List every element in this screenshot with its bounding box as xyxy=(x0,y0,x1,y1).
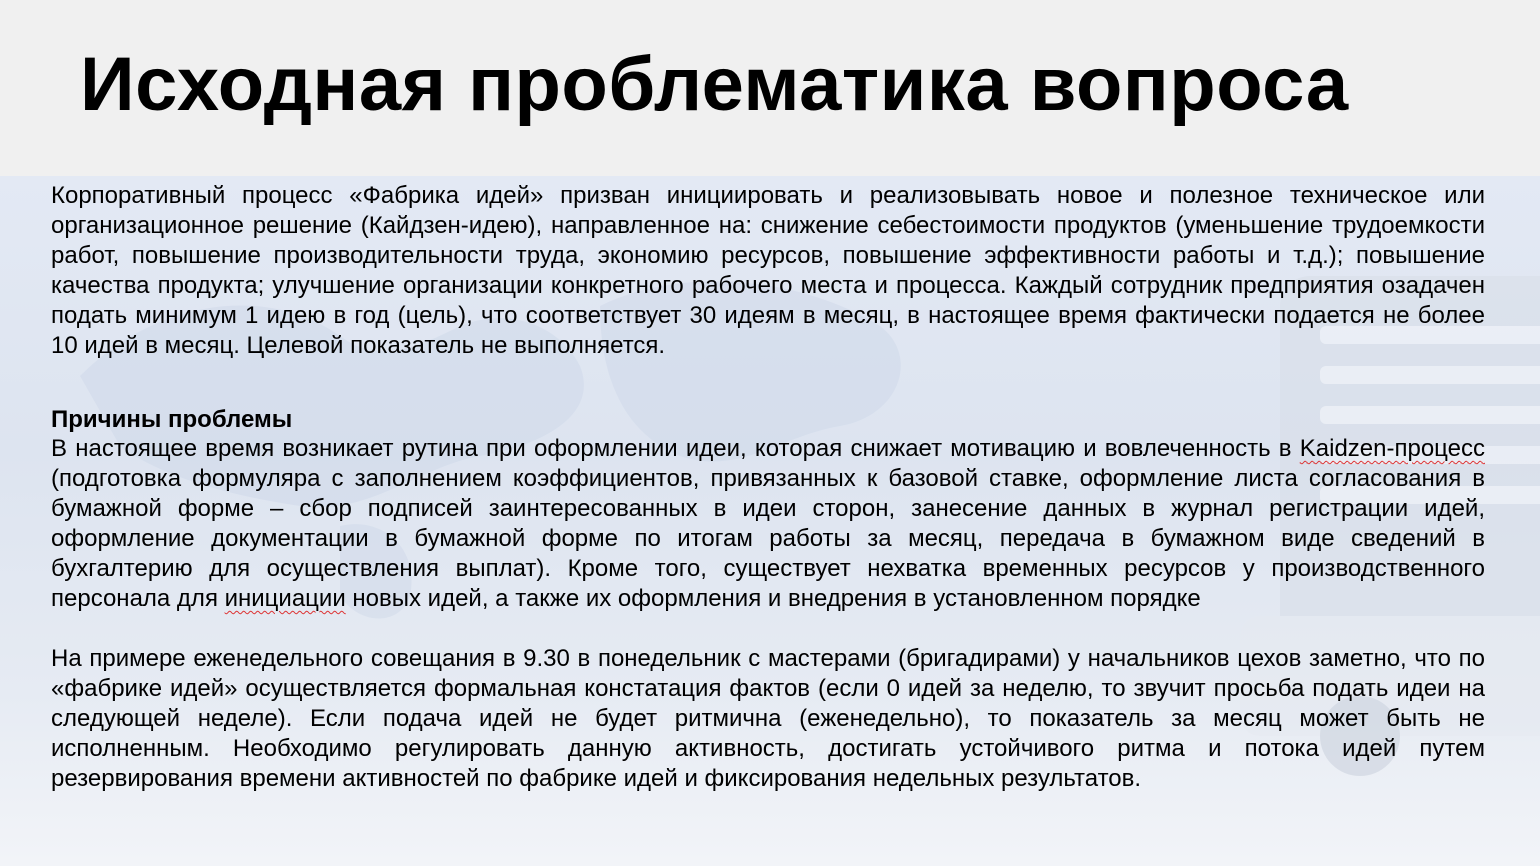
spacer xyxy=(51,614,1485,644)
causes-text-2: (подготовка формуляра с заполнением коэффициентов, привязанных к базовой ставке, оформление листа согласования в бумажной форме – сбор подписей заинтересованных в идеи сторон, занесение данных в журнал регистрации идей, оформление документации в бумажной форме по итогам работы за месяц, передача в бумажном виде сведений в бухгалтерию для осуществления выплат). Кроме того, существует нехватка временных ресурсов у производственного персонала для xyxy=(51,465,1485,612)
slide-title: Исходная проблематика вопроса xyxy=(80,42,1349,127)
causes-paragraph xyxy=(51,434,1485,614)
intro-paragraph: Корпоративный процесс «Фабрика идей» призван инициировать и реализовывать новое и полезное техническое или организационное решение (Кайдзен-идею), направленное на: снижение себестоимости продуктов (уменьшение трудоемкости работ, повышение производительности труда, экономию ресурсов, повышение эффективности работы и т.д.); повышение качества продукта; улучшение организации конкретного рабочего места и процесса. Каждый сотрудник предприятия озадачен подать минимум 1 идею в год (цель), что соответствует 30 идеям в месяц, в настоящее время фактически подается не более 10 идей в месяц. Целевой показатель не выполняется. xyxy=(51,182,1485,359)
kaidzen-term: Kaidzen-процесс xyxy=(1299,435,1485,462)
causes-text-3: новых идей, а также их оформления и внедрения в установленном порядке xyxy=(345,585,1201,612)
slide-body xyxy=(51,181,1485,794)
title-band xyxy=(0,0,1540,176)
causes-heading: Причины проблемы xyxy=(51,406,293,433)
causes-text-1: В настоящее время возникает рутина при оформлении идеи, которая снижает мотивацию и вовлеченность в xyxy=(51,435,1300,462)
initiation-term: инициации xyxy=(224,585,346,612)
meeting-paragraph: На примере еженедельного совещания в 9.30 в понедельник с мастерами (бригадирами) у начальников цехов заметно, что по «фабрике идей» осуществляется формальная констатация фактов (если 0 идей за неделю, то звучит просьба подать идеи на следующей неделе). Если подача идей не будет ритмична (еженедельно), то показатель за месяц может быть не исполненным. Необходимо регулировать данную активность, достигать устойчивого ритма и потока идей путем резервирования времени активностей по фабрике идей и фиксирования недельных результатов. xyxy=(51,645,1485,792)
